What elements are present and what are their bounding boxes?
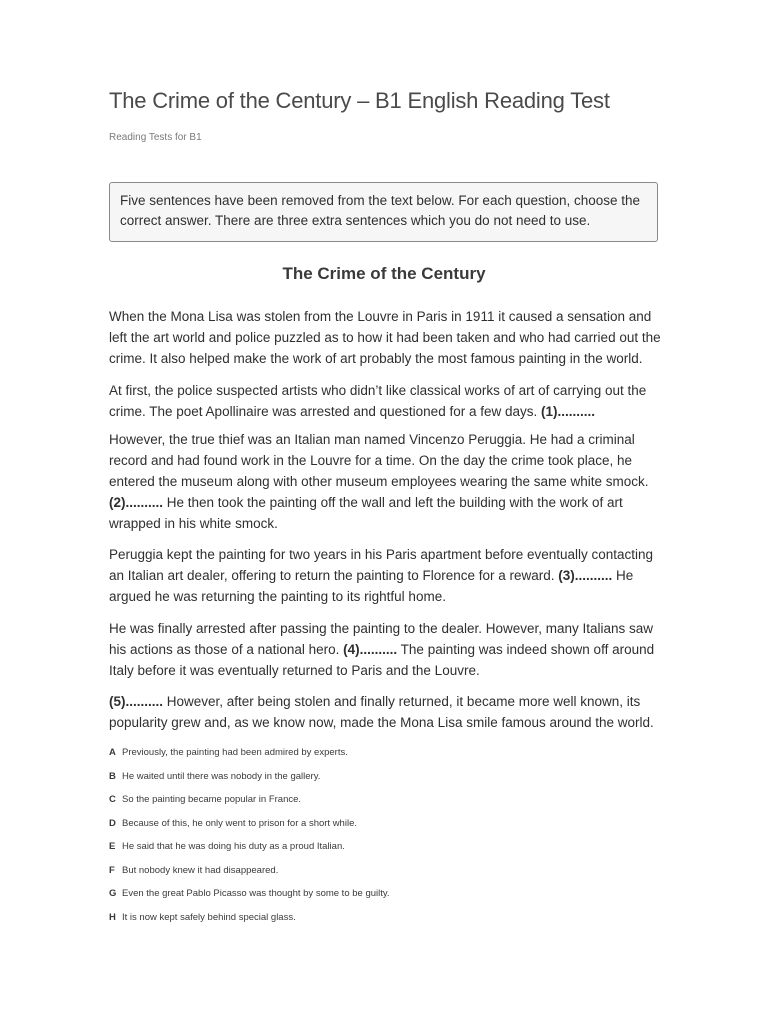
paragraph-text: Peruggia kept the painting for two years in his Paris apartment before eventually contacting an Italian art dealer, offering to return the painting to Florence for a reward. <box>109 547 654 583</box>
option-text: He said that he was doing his duty as a proud Italian. <box>122 841 345 853</box>
option-text: Even the great Pablo Picasso was thought by some to be guilty. <box>122 888 390 900</box>
page-title: The Crime of the Century – B1 English Reading Test <box>109 88 610 113</box>
instructions-box: Five sentences have been removed from the text below. For each question, choose the correct answer. There are three extra sentences which you do not need to use. <box>109 182 658 242</box>
paragraph-text: The painting was indeed shown off around Italy before it was eventually returned to Paris and the Louvre. <box>109 642 655 678</box>
option-h <box>109 906 669 930</box>
option-letter: E <box>109 841 116 853</box>
option-b <box>109 765 669 789</box>
paragraph-text: At first, the police suspected artists who didn’t like classical works of art of carrying out the crime. The poet Apollinaire was arrested and questioned for a few days. <box>109 383 647 419</box>
paragraph-text: He argued he was returning the painting to its rightful home. <box>109 568 634 604</box>
article-paragraph-4 <box>109 544 661 607</box>
option-g <box>109 882 669 906</box>
article-paragraph-3 <box>109 429 661 534</box>
gap-marker-2: (2).......... <box>109 495 164 510</box>
answer-options-list <box>109 741 669 929</box>
article-paragraph-5 <box>109 618 661 681</box>
article-paragraph-6 <box>109 691 661 733</box>
option-text: He waited until there was nobody in the gallery. <box>122 770 321 782</box>
option-text: It is now kept safely behind special glass. <box>122 911 296 923</box>
option-letter: B <box>109 770 116 782</box>
article-paragraph-1: When the Mona Lisa was stolen from the Louvre in Paris in 1911 it caused a sensation and left the art world and police puzzled as to how it had been taken and who had carried out the crime. It also helped make the work of art probably the most famous painting in the world. <box>109 309 661 366</box>
option-letter: F <box>109 864 115 876</box>
option-letter: C <box>109 794 116 806</box>
option-f <box>109 859 669 883</box>
article-heading: The Crime of the Century <box>282 264 486 283</box>
option-letter: A <box>109 747 116 759</box>
option-text: Because of this, he only went to prison for a short while. <box>122 817 357 829</box>
gap-marker-5: (5).......... <box>109 694 164 709</box>
option-text: Previously, the painting had been admired by experts. <box>122 747 348 759</box>
option-text: So the painting became popular in France. <box>122 794 302 806</box>
gap-marker-3: (3).......... <box>558 568 613 583</box>
option-letter: G <box>109 888 117 900</box>
option-letter: H <box>109 911 116 923</box>
page-subtitle: Reading Tests for B1 <box>109 132 202 143</box>
paragraph-text: However, after being stolen and finally returned, it became more well known, its popularity grew and, as we know now, made the Mona Lisa smile famous around the world. <box>109 694 654 730</box>
option-a <box>109 741 669 765</box>
paragraph-text: He was finally arrested after passing the painting to the dealer. However, many Italians saw his actions as those of a national hero. <box>109 621 654 657</box>
option-letter: D <box>109 817 116 829</box>
option-d <box>109 812 669 836</box>
option-text: But nobody knew it had disappeared. <box>122 864 279 876</box>
gap-marker-1: (1).......... <box>541 404 596 419</box>
option-e <box>109 835 669 859</box>
article-paragraph-2 <box>109 380 661 422</box>
paragraph-text: He then took the painting off the wall and left the building with the work of art wrapped in his white smock. <box>109 495 623 531</box>
gap-marker-4: (4).......... <box>343 642 398 657</box>
paragraph-text: However, the true thief was an Italian man named Vincenzo Peruggia. He had a criminal record and had found work in the Louvre for a time. On the day the crime took place, he entered the museum along with other museum employees wearing the same white smock. <box>109 432 649 489</box>
option-c <box>109 788 669 812</box>
